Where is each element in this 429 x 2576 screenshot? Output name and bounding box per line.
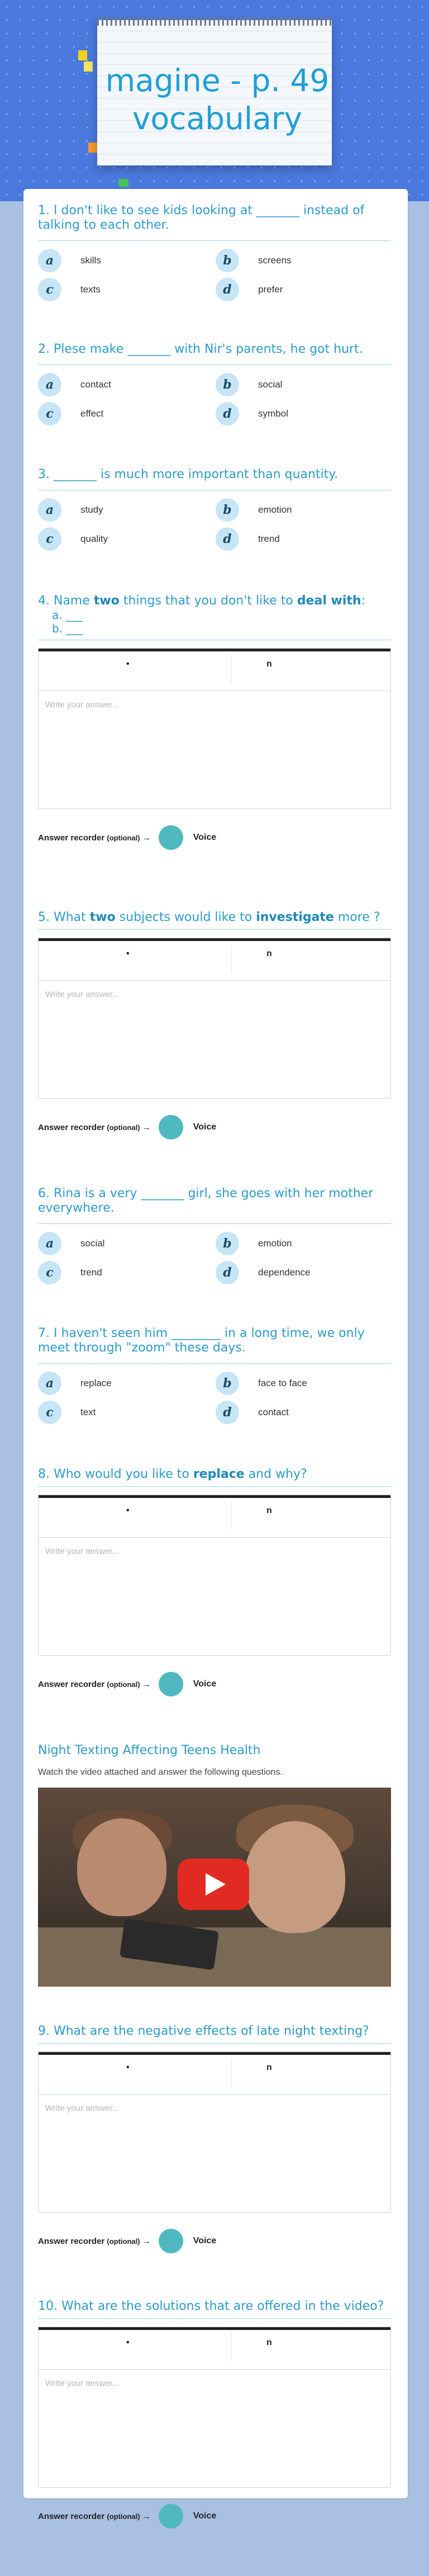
option-c-label: text — [80, 1407, 96, 1417]
option-b[interactable] — [216, 373, 383, 396]
question-5-text-part: subjects would like to — [115, 910, 256, 924]
answer-recorder-optional: (optional) — [107, 2512, 140, 2521]
option-d-bubble[interactable]: d — [216, 1401, 239, 1424]
bulleted-list-button[interactable]: • — [126, 659, 130, 669]
question-9 — [38, 2024, 391, 2253]
toolbar-separator — [231, 1501, 232, 1530]
question-5-text-emphasis: investigate — [256, 910, 334, 924]
question-5-text — [38, 910, 391, 925]
option-d-label: symbol — [258, 408, 288, 419]
option-a-bubble[interactable]: a — [38, 249, 61, 272]
answer-recorder-label — [38, 2237, 151, 2246]
answer-recorder-title: Answer recorder — [38, 2511, 105, 2521]
question-7-options — [38, 1372, 391, 1430]
question-9-text: 9. What are the negative effects of late night texting? — [38, 2024, 369, 2038]
answer-recorder — [38, 1116, 391, 1139]
answer-recorder-optional: (optional) — [107, 2237, 140, 2246]
option-c-bubble[interactable]: c — [38, 1401, 61, 1424]
question-7 — [38, 1326, 391, 1430]
question-4-sub-b: b. ___ — [52, 622, 83, 635]
answer-editor — [38, 2327, 391, 2488]
option-c[interactable] — [38, 1261, 206, 1284]
option-c-label: quality — [80, 533, 108, 544]
question-4-text-part: : — [361, 594, 365, 608]
answer-recorder-optional: (optional) — [107, 1680, 140, 1689]
question-8-text-part: and why? — [244, 1467, 307, 1481]
editor-toolbar — [39, 649, 390, 691]
question-4-sub-a: a. ___ — [52, 608, 83, 622]
divider — [38, 2043, 391, 2044]
option-b[interactable] — [216, 1372, 383, 1395]
answer-recorder — [38, 826, 391, 849]
option-d-bubble[interactable]: d — [216, 402, 239, 426]
option-a[interactable] — [38, 249, 206, 272]
numbered-list-button[interactable]: n — [266, 659, 272, 669]
voice-label: Voice — [193, 2236, 217, 2246]
video-title: Night Texting Affecting Teens Health — [38, 1743, 261, 1757]
option-a-label: contact — [80, 379, 111, 390]
answer-recorder — [38, 2504, 391, 2528]
editor-toolbar — [39, 2327, 390, 2370]
bulleted-list-button[interactable]: • — [126, 2338, 130, 2347]
arrow-right-icon: → — [142, 2236, 151, 2246]
question-5-text-part: 5. What — [38, 910, 90, 924]
divider — [38, 1486, 391, 1487]
option-a[interactable] — [38, 1372, 206, 1395]
question-5-text-part: more ? — [333, 910, 380, 924]
question-3 — [38, 467, 391, 556]
page-title-line1: magine - p. 49 — [105, 63, 330, 98]
option-b[interactable] — [216, 249, 383, 272]
answer-recorder — [38, 1672, 391, 1696]
answer-textarea[interactable]: Write your answer... — [45, 2379, 120, 2388]
answer-recorder-title: Answer recorder — [38, 2236, 105, 2246]
question-4-text-emphasis: deal with — [297, 594, 361, 608]
answer-recorder-optional: (optional) — [107, 833, 140, 842]
numbered-list-button[interactable]: n — [266, 1506, 272, 1515]
voice-label: Voice — [193, 1122, 217, 1132]
question-4-text-emphasis: two — [93, 594, 120, 608]
page-title — [97, 62, 337, 138]
option-c[interactable] — [38, 278, 206, 301]
option-b-bubble[interactable]: b — [216, 249, 239, 272]
option-b-label: emotion — [258, 504, 292, 515]
answer-recorder-title: Answer recorder — [38, 1679, 105, 1689]
option-d-label: contact — [258, 1407, 289, 1417]
option-a-label: study — [80, 504, 103, 515]
option-b-label: screens — [258, 255, 292, 266]
editor-toolbar — [39, 2052, 390, 2095]
play-icon[interactable] — [178, 1859, 249, 1910]
video-section — [38, 1743, 391, 1987]
numbered-list-button[interactable]: n — [266, 2338, 272, 2347]
option-d-label: prefer — [258, 284, 283, 295]
answer-recorder-label — [38, 1123, 151, 1132]
divider — [38, 1363, 391, 1364]
question-3-options — [38, 498, 391, 556]
answer-textarea[interactable]: Write your answer... — [45, 2104, 120, 2113]
option-b-label: emotion — [258, 1238, 292, 1249]
sticky-tab-orange — [88, 143, 97, 153]
answer-textarea[interactable]: Write your answer... — [45, 990, 120, 999]
voice-label: Voice — [193, 833, 217, 842]
record-voice-button[interactable] — [159, 2229, 183, 2253]
numbered-list-button[interactable]: n — [266, 949, 272, 958]
option-d[interactable] — [216, 1261, 383, 1284]
arrow-right-icon: → — [142, 1679, 151, 1689]
option-a-bubble[interactable]: a — [38, 498, 61, 522]
option-c[interactable] — [38, 527, 206, 551]
option-a[interactable] — [38, 1232, 206, 1255]
bulleted-list-button[interactable]: • — [126, 2063, 130, 2072]
sticky-tab-yellow — [78, 50, 87, 60]
page-title-line2: vocabulary — [132, 101, 303, 136]
question-1-options — [38, 249, 391, 307]
option-a-label: skills — [80, 255, 101, 266]
record-voice-button[interactable] — [159, 1672, 183, 1696]
answer-editor — [38, 938, 391, 1099]
editor-toolbar — [39, 1495, 390, 1538]
divider — [38, 240, 391, 241]
question-4-text — [38, 594, 391, 608]
option-d-bubble[interactable]: d — [216, 278, 239, 301]
divider — [38, 929, 391, 930]
bulleted-list-button[interactable]: • — [126, 949, 130, 958]
answer-recorder-title: Answer recorder — [38, 1122, 105, 1132]
question-1 — [38, 204, 391, 307]
answer-recorder-title: Answer recorder — [38, 833, 105, 843]
toolbar-separator — [231, 2333, 232, 2362]
notepad-spiral — [97, 17, 332, 26]
question-7-text: 7. I haven't seen him ________ in a long time, we only meet through "zoom" these days. — [38, 1326, 365, 1355]
option-a[interactable] — [38, 373, 206, 396]
video-frame-shape — [245, 1821, 345, 1933]
video-instructions: Watch the video attached and answer the following questions. — [38, 1767, 283, 1777]
option-c-bubble[interactable]: c — [38, 402, 61, 426]
option-c-label: effect — [80, 408, 104, 419]
divider — [38, 1223, 391, 1224]
bulleted-list-button[interactable]: • — [126, 1506, 130, 1515]
question-3-text: 3. _______ is much more important than quantity. — [38, 467, 339, 481]
question-2-options — [38, 373, 391, 431]
option-b[interactable] — [216, 1232, 383, 1255]
record-voice-button[interactable] — [159, 1115, 183, 1140]
option-d-bubble[interactable]: d — [216, 1261, 239, 1284]
option-b-bubble[interactable]: b — [216, 373, 239, 396]
option-d[interactable] — [216, 278, 383, 301]
answer-recorder-label — [38, 833, 151, 843]
question-2 — [38, 342, 391, 431]
option-a-bubble[interactable]: a — [38, 1372, 61, 1395]
option-c[interactable] — [38, 402, 206, 426]
option-a-bubble[interactable]: a — [38, 373, 61, 396]
voice-label: Voice — [193, 1679, 217, 1689]
question-10-text: 10. What are the solutions that are offered in the video? — [38, 2299, 384, 2313]
record-voice-button[interactable] — [159, 825, 183, 850]
option-c[interactable] — [38, 1401, 206, 1424]
option-c-bubble[interactable]: c — [38, 1261, 61, 1284]
option-c-bubble[interactable]: c — [38, 278, 61, 301]
option-a-bubble[interactable]: a — [38, 1232, 61, 1255]
option-a-label: replace — [80, 1378, 112, 1388]
divider — [38, 2318, 391, 2319]
arrow-right-icon: → — [142, 2511, 151, 2521]
question-4-text-part: 4. Name — [38, 594, 94, 608]
voice-label: Voice — [193, 2511, 217, 2521]
toolbar-separator — [231, 2058, 232, 2087]
option-d-bubble[interactable]: d — [216, 527, 239, 551]
option-a-label: social — [80, 1238, 105, 1249]
option-c-bubble[interactable]: c — [38, 527, 61, 551]
option-b-label: social — [258, 379, 283, 390]
answer-editor — [38, 648, 391, 809]
numbered-list-button[interactable]: n — [266, 2063, 272, 2072]
editor-toolbar — [39, 938, 390, 981]
toolbar-separator — [231, 655, 232, 684]
question-10 — [38, 2299, 391, 2528]
toolbar-separator — [231, 944, 232, 973]
question-4-text-part: things that you don't like to — [119, 594, 297, 608]
answer-textarea[interactable]: Write your answer... — [45, 700, 120, 710]
answer-editor — [38, 2052, 391, 2213]
option-d[interactable] — [216, 1401, 383, 1424]
arrow-right-icon: → — [142, 833, 151, 843]
question-8 — [38, 1467, 391, 1696]
option-b-bubble[interactable]: b — [216, 498, 239, 522]
option-b-bubble[interactable]: b — [216, 1232, 239, 1255]
arrow-right-icon: → — [142, 1122, 151, 1132]
question-2-text: 2. Plese make _______ with Nir's parents, he got hurt. — [38, 342, 363, 356]
question-8-text — [38, 1467, 391, 1482]
question-5 — [38, 910, 391, 1139]
sticky-tab-yellow-light — [84, 62, 93, 72]
question-6-options — [38, 1232, 391, 1290]
question-1-text: 1. I don't like to see kids looking at _______ instead of talking to each other. — [38, 204, 365, 232]
option-a[interactable] — [38, 498, 206, 522]
answer-textarea[interactable]: Write your answer... — [45, 1547, 120, 1556]
record-voice-button[interactable] — [159, 2504, 183, 2528]
option-b-bubble[interactable]: b — [216, 1372, 239, 1395]
option-b[interactable] — [216, 498, 383, 522]
question-6 — [38, 1187, 391, 1290]
question-5-text-emphasis: two — [89, 910, 116, 924]
option-c-label: texts — [80, 284, 101, 295]
option-d-label: trend — [258, 533, 280, 544]
question-4 — [38, 594, 391, 849]
answer-recorder-label — [38, 1680, 151, 1689]
answer-editor — [38, 1495, 391, 1656]
option-d[interactable] — [216, 402, 383, 426]
option-b-label: face to face — [258, 1378, 307, 1388]
video-frame-shape — [77, 1818, 166, 1916]
option-c-label: trend — [80, 1267, 102, 1278]
answer-recorder-label — [38, 2512, 151, 2521]
question-6-text: 6. Rina is a very _______ girl, she goes with her mother everywhere. — [38, 1187, 374, 1215]
option-d[interactable] — [216, 527, 383, 551]
answer-recorder-optional: (optional) — [107, 1123, 140, 1132]
sticky-tab-green — [118, 179, 128, 187]
answer-recorder — [38, 2229, 391, 2253]
option-d-label: dependence — [258, 1267, 311, 1278]
question-8-text-part: 8. Who would you like to — [38, 1467, 193, 1481]
video-player[interactable] — [38, 1788, 391, 1987]
question-8-text-emphasis: replace — [193, 1467, 245, 1481]
